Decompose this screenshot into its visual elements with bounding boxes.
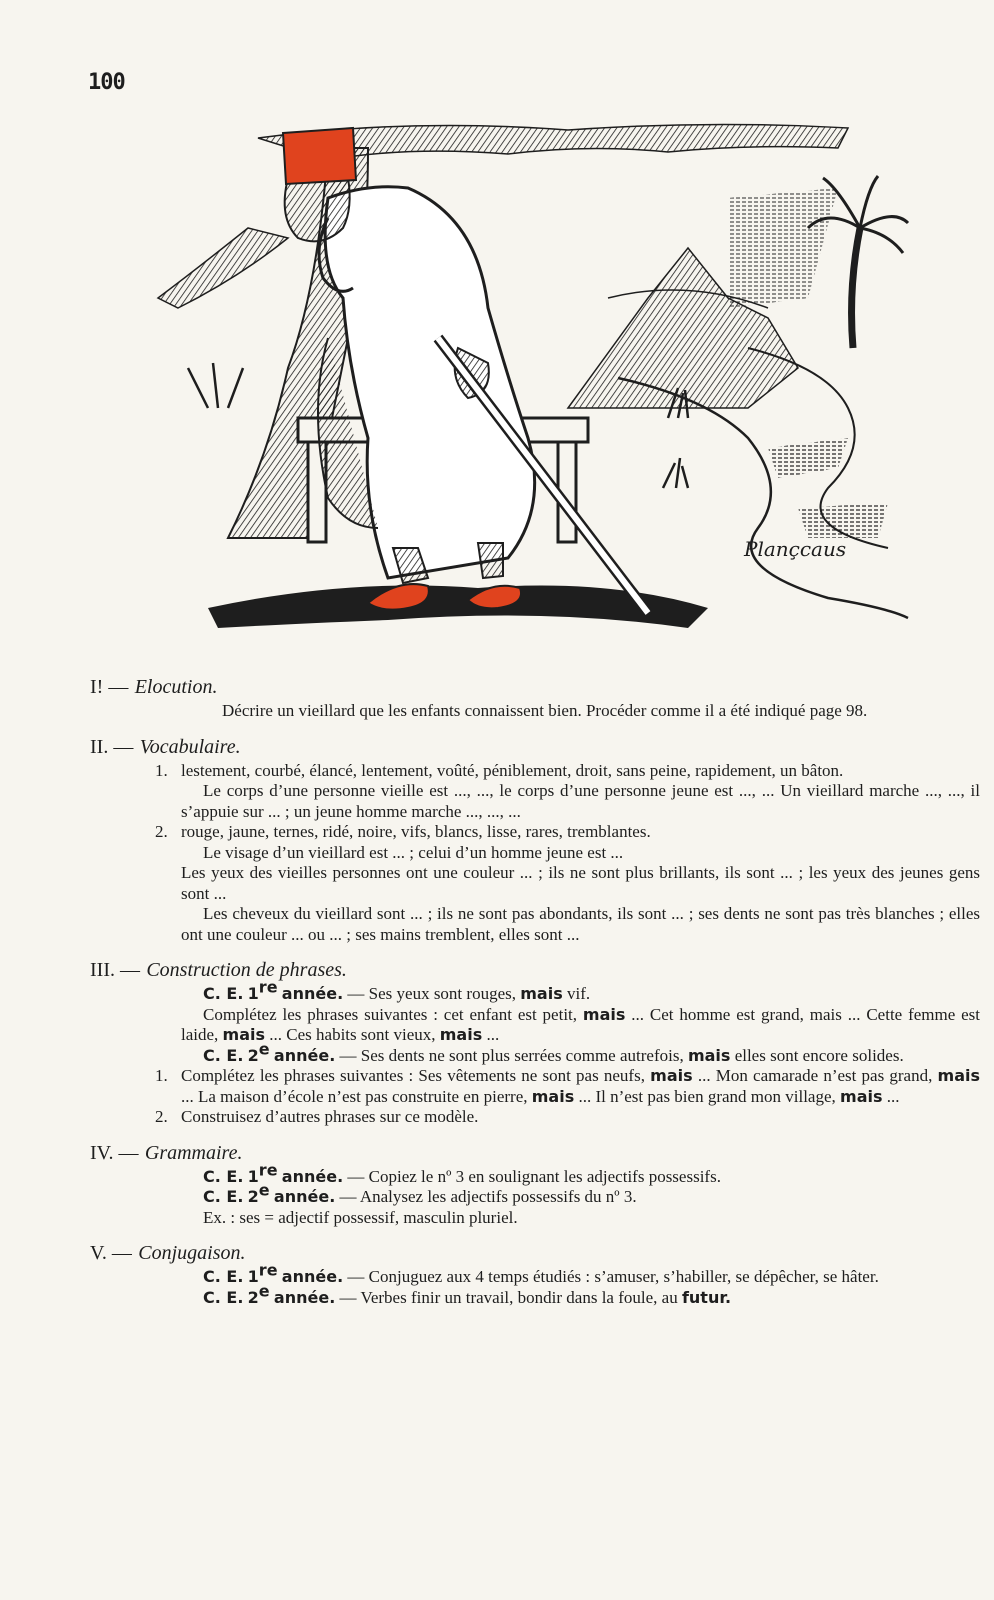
section-title: Construction de phrases. bbox=[146, 959, 347, 981]
text: — Copiez le nº 3 en soulignant les adjectifs possessifs. bbox=[347, 1166, 721, 1186]
year-label: année. bbox=[273, 1045, 336, 1065]
year-number: 1 bbox=[247, 1267, 259, 1286]
text: ... Cet homme est grand, mais ... Cette femme est laide, bbox=[181, 1004, 981, 1044]
keyword: mais bbox=[840, 1086, 883, 1106]
section-heading bbox=[90, 732, 980, 761]
section-elocution bbox=[90, 672, 980, 722]
page-number: 100 bbox=[88, 70, 125, 95]
text: Complétez les phrases suivantes : cet enfant est petit, bbox=[203, 1004, 578, 1024]
text: ... Ces habits sont vieux, bbox=[269, 1025, 436, 1044]
exercise-sentence: Les cheveux du vieillard sont ... ; ils ne sont pas abondants, ils sont ... ; ses dents ne sont pas très blanches ; elles ont une couleur ... ou ... ; ses mains tremblent, elles sont ... bbox=[181, 904, 980, 944]
dash: — bbox=[347, 984, 365, 1003]
keyword: futur. bbox=[681, 1287, 732, 1307]
year-suffix: re bbox=[258, 977, 278, 997]
paragraph: Construisez d’autres phrases sur ce modèle. bbox=[181, 1107, 479, 1126]
text: — Analysez les adjectifs possessifs du nº 3. bbox=[339, 1187, 637, 1206]
keyword: mais bbox=[582, 1004, 626, 1024]
year-suffix: e bbox=[258, 1038, 270, 1058]
section-number: IV. — bbox=[90, 1141, 139, 1164]
section-number: III. — bbox=[90, 959, 140, 981]
section-number: I! — bbox=[90, 676, 129, 698]
artist-signature: Plançcaus bbox=[744, 537, 847, 561]
section-heading bbox=[90, 1138, 980, 1167]
section-title: Grammaire. bbox=[144, 1141, 243, 1164]
section-body bbox=[90, 977, 981, 1128]
keyword: mais bbox=[222, 1025, 266, 1044]
paragraph bbox=[181, 1260, 980, 1288]
text: elles sont encore solides. bbox=[734, 1045, 904, 1065]
section-vocabulaire bbox=[90, 732, 980, 946]
paragraph: Décrire un vieillard que les enfants connaissent bien. Procéder comme il a été indiqué page 98. bbox=[222, 701, 868, 720]
level-label: C. E. bbox=[203, 1187, 244, 1206]
exercise-content bbox=[90, 672, 980, 1318]
section-grammaire bbox=[90, 1138, 980, 1229]
paragraph bbox=[181, 1280, 980, 1309]
text: ... Il n’est pas bien grand mon village, bbox=[578, 1086, 836, 1106]
year-label: année. bbox=[281, 1166, 344, 1186]
item-number: 1. bbox=[155, 1066, 168, 1085]
year-number: 2 bbox=[247, 1045, 259, 1065]
year-label: année. bbox=[273, 1287, 336, 1307]
text: ... La maison d’école n’est pas construite en pierre, bbox=[181, 1086, 528, 1106]
item-number: 2. bbox=[155, 822, 168, 841]
exercise-sentence: Le visage d’un vieillard est ... ; celui d’un homme jeune est ... bbox=[203, 842, 624, 862]
section-body bbox=[90, 1260, 980, 1308]
level-label: C. E. bbox=[203, 1287, 244, 1307]
level-label: C. E. bbox=[203, 1267, 244, 1286]
year-label: année. bbox=[281, 984, 344, 1003]
list-item bbox=[155, 822, 980, 945]
list-item bbox=[155, 1107, 980, 1128]
level-label: C. E. bbox=[203, 1045, 244, 1065]
section-body bbox=[90, 1159, 980, 1229]
year-suffix: e bbox=[258, 1180, 270, 1200]
text: Ses yeux sont rouges, bbox=[368, 984, 516, 1003]
illustration-old-man-on-bench bbox=[148, 108, 928, 648]
section-number: II. — bbox=[90, 735, 134, 758]
year-label: année. bbox=[273, 1187, 336, 1206]
keyword: mais bbox=[439, 1025, 483, 1044]
section-heading bbox=[90, 955, 980, 984]
paragraph bbox=[181, 1159, 980, 1188]
text: ... bbox=[486, 1025, 500, 1044]
paragraph bbox=[181, 1066, 980, 1107]
year-number: 1 bbox=[247, 1166, 259, 1186]
section-conjugaison bbox=[90, 1238, 980, 1308]
year-label: année. bbox=[281, 1267, 344, 1286]
word-list: rouge, jaune, ternes, ridé, noire, vifs, blancs, lisse, rares, tremblantes. bbox=[181, 822, 651, 841]
text: ... Mon camarade n’est pas grand, bbox=[697, 1066, 933, 1085]
dash: — bbox=[339, 1045, 357, 1065]
paragraph bbox=[181, 1005, 980, 1046]
text: ... bbox=[886, 1086, 900, 1106]
section-body bbox=[90, 761, 980, 946]
paragraph: Ex. : ses = adjectif possessif, masculin pluriel. bbox=[203, 1207, 518, 1227]
exercise-sentence: Le corps d’une personne vieille est ..., ..., le corps d’une personne jeune est ..., ... Un vieillard marche ..., ..., il s’appuie sur ... ; un jeune homme marche ..., ..., ... bbox=[181, 781, 980, 821]
section-title: Conjugaison. bbox=[138, 1242, 246, 1264]
year-number: 2 bbox=[247, 1187, 259, 1206]
paragraph bbox=[181, 1038, 980, 1067]
section-heading bbox=[90, 1238, 980, 1267]
text: — Conjuguez aux 4 temps étudiés : s’amuser, s’habiller, se dépêcher, se hâter. bbox=[347, 1267, 879, 1286]
section-number: V. — bbox=[90, 1242, 132, 1264]
exercise-sentence: Les yeux des vieilles personnes ont une couleur ... ; ils ne sont plus brillants, ils sont ... ; les yeux des jeunes gens sont ... bbox=[181, 863, 980, 903]
list-item bbox=[155, 1066, 981, 1107]
keyword: mais bbox=[937, 1066, 981, 1085]
item-number: 2. bbox=[155, 1107, 168, 1126]
word-list: lestement, courbé, élancé, lentement, voûté, péniblement, droit, sans peine, rapidement, un bâton. bbox=[181, 760, 844, 780]
section-construction bbox=[90, 955, 980, 1128]
list-item bbox=[155, 760, 980, 823]
text: Complétez les phrases suivantes : Ses vêtements ne sont pas neufs, bbox=[181, 1066, 645, 1085]
paragraph bbox=[181, 1180, 980, 1208]
keyword: mais bbox=[531, 1086, 575, 1106]
text: Ses dents ne sont plus serrées comme autrefois, bbox=[360, 1045, 684, 1065]
keyword: mais bbox=[650, 1066, 693, 1085]
section-heading bbox=[90, 672, 980, 701]
keyword: mais bbox=[520, 984, 563, 1003]
section-title: Elocution. bbox=[134, 676, 218, 698]
keyword: mais bbox=[687, 1045, 731, 1065]
year-suffix: e bbox=[258, 1280, 270, 1300]
text: — Verbes finir un travail, bondir dans la foule, au bbox=[339, 1287, 678, 1307]
year-suffix: re bbox=[258, 1159, 278, 1179]
section-title: Vocabulaire. bbox=[139, 735, 241, 758]
level-label: C. E. bbox=[203, 984, 244, 1003]
text: vif. bbox=[566, 984, 591, 1003]
year-suffix: re bbox=[258, 1260, 278, 1280]
section-body bbox=[90, 701, 980, 722]
year-number: 1 bbox=[247, 984, 259, 1003]
level-label: C. E. bbox=[203, 1166, 244, 1186]
paragraph bbox=[181, 977, 980, 1005]
year-number: 2 bbox=[247, 1287, 259, 1307]
item-number: 1. bbox=[155, 760, 168, 780]
